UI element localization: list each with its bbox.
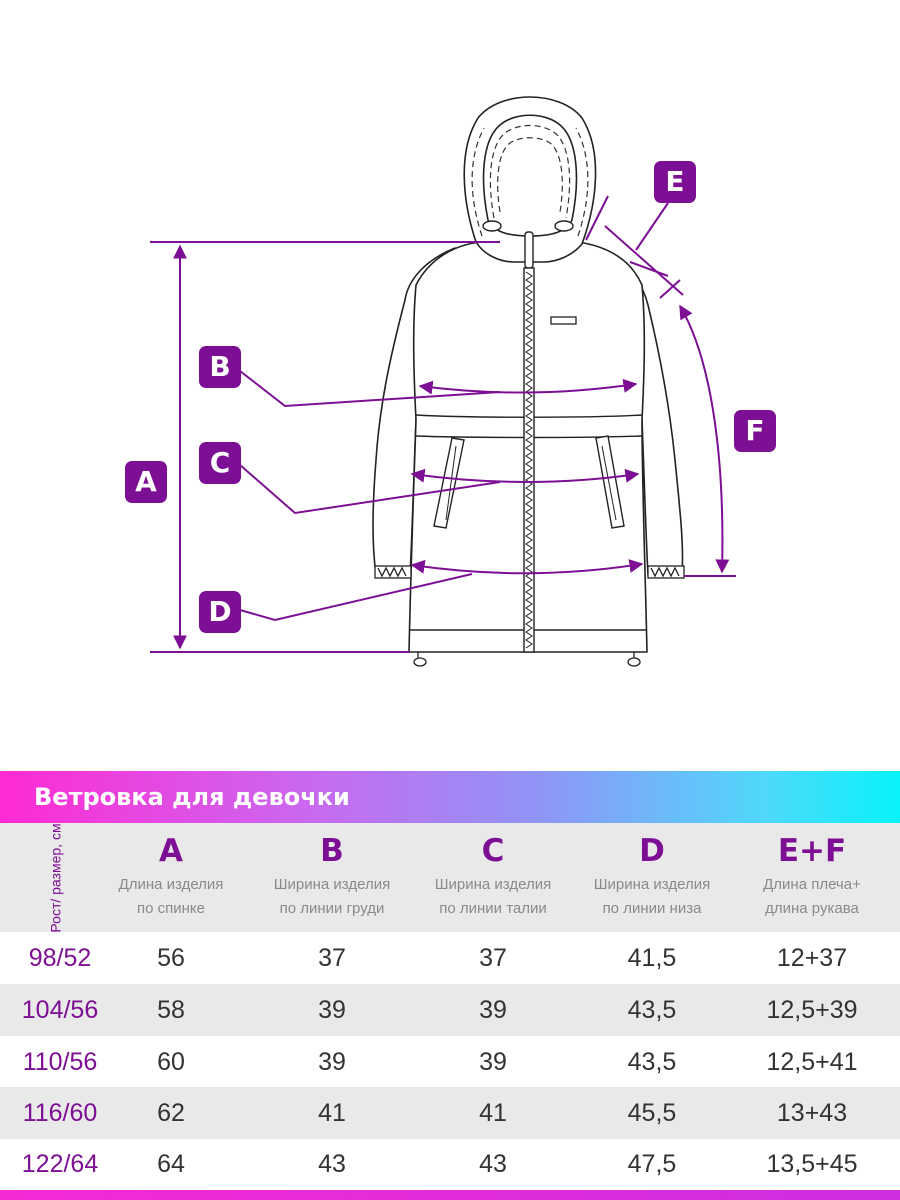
value-c: 39 [479,996,507,1024]
table-header [0,823,900,932]
size-cell: 122/64 [21,1150,99,1178]
column-description: Ширина изделия по линии груди [273,876,391,917]
measure-f [680,306,722,572]
value-d: 45,5 [627,1099,677,1127]
value-a: 62 [157,1099,185,1127]
size-column-header [28,823,84,933]
label-f: F [734,410,776,452]
value-b: 37 [318,944,346,972]
label-a: A [125,461,167,503]
value-b: 39 [318,996,346,1024]
table-row [0,1087,900,1139]
value-c: 39 [479,1048,507,1076]
value-a: 60 [157,1048,185,1076]
value-a: 56 [157,944,185,972]
label-b: B [199,346,241,388]
value-ef: 13,5+45 [766,1150,858,1178]
column-letter: C [481,833,505,869]
column-letter: D [639,833,665,869]
label-d: D [199,591,241,633]
size-column-header-text: Рост/ размер, см [47,823,64,933]
table-title-banner [0,771,900,823]
value-b: 43 [318,1150,346,1178]
size-cell: 104/56 [21,996,99,1024]
value-ef: 12,5+39 [766,996,858,1024]
value-a: 64 [157,1150,185,1178]
value-a: 58 [157,996,185,1024]
column-letter: B [320,833,344,869]
label-e: E [654,161,696,203]
table-row [0,984,900,1036]
bottom-accent-bar [0,1190,900,1200]
value-d: 47,5 [627,1150,677,1178]
column-letter: E+F [777,833,847,869]
column-letter: A [159,833,183,869]
column-description: Длина плеча+ длина рукава [763,876,861,917]
value-b: 41 [318,1099,346,1127]
table-row [0,932,900,984]
value-d: 43,5 [627,1048,677,1076]
value-c: 41 [479,1099,507,1127]
value-c: 37 [479,944,507,972]
value-d: 41,5 [627,944,677,972]
value-ef: 12,5+41 [766,1048,858,1076]
table-title: Ветровка для девочки [34,783,350,811]
column-description: Длина изделия по спинке [118,876,224,917]
value-b: 39 [318,1048,346,1076]
value-c: 43 [479,1150,507,1178]
size-cell: 98/52 [28,944,92,972]
table-row [0,1036,900,1088]
value-ef: 12+37 [776,944,848,972]
label-c: C [199,442,241,484]
value-ef: 13+43 [776,1099,848,1127]
value-d: 43,5 [627,996,677,1024]
table-row [0,1138,900,1190]
size-cell: 116/60 [22,1099,98,1127]
column-description: Ширина изделия по линии низа [593,876,711,917]
column-description: Ширина изделия по линии талии [434,876,552,917]
size-cell: 110/56 [22,1048,98,1076]
